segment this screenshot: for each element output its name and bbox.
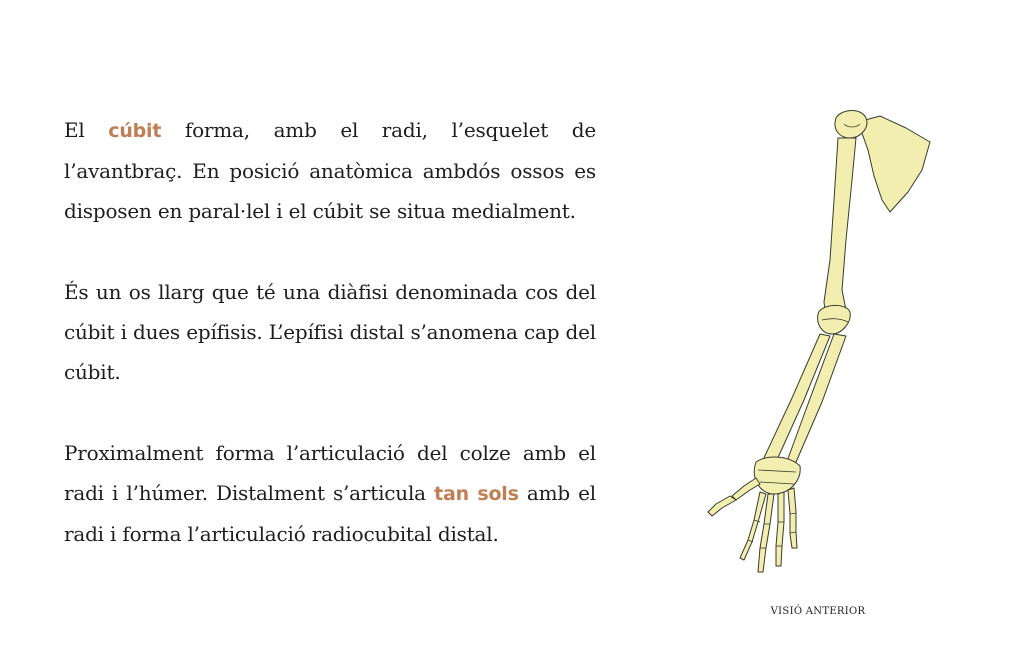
p1-before: El bbox=[64, 118, 109, 142]
finger-little bbox=[788, 488, 797, 548]
figure-caption: VISIÓ ANTERIOR bbox=[770, 606, 866, 617]
thumb-phalanx bbox=[708, 496, 736, 516]
p3-after: amb el radi i forma l’articulació radiocubital distal. bbox=[64, 481, 596, 546]
term-tan-sols: tan sols bbox=[434, 483, 519, 505]
p1-after: forma, amb el radi, l’esquelet de l’avantbraç. En posició anatòmica ambdós ossos es disposen en paral·lel i el cúbit se situa medialment. bbox=[64, 118, 596, 223]
finger-ring bbox=[776, 492, 784, 566]
arm-skeleton-illustration bbox=[690, 100, 950, 585]
paragraph-2: És un os llarg que té una diàfisi denominada cos del cúbit i dues epífisis. L’epífisi distal s’anomena cap del cúbit. bbox=[64, 280, 596, 384]
scapula bbox=[858, 116, 930, 212]
text-column bbox=[64, 110, 596, 595]
humerus bbox=[824, 138, 856, 318]
paragraph-1 bbox=[64, 110, 596, 231]
thumb-metacarpal bbox=[732, 478, 760, 500]
term-cubit: cúbit bbox=[108, 120, 162, 142]
p3-before: Proximalment forma l’articulació del colze amb el radi i l’húmer. Distalment s’articula bbox=[64, 441, 596, 505]
paragraph-3 bbox=[64, 433, 596, 554]
